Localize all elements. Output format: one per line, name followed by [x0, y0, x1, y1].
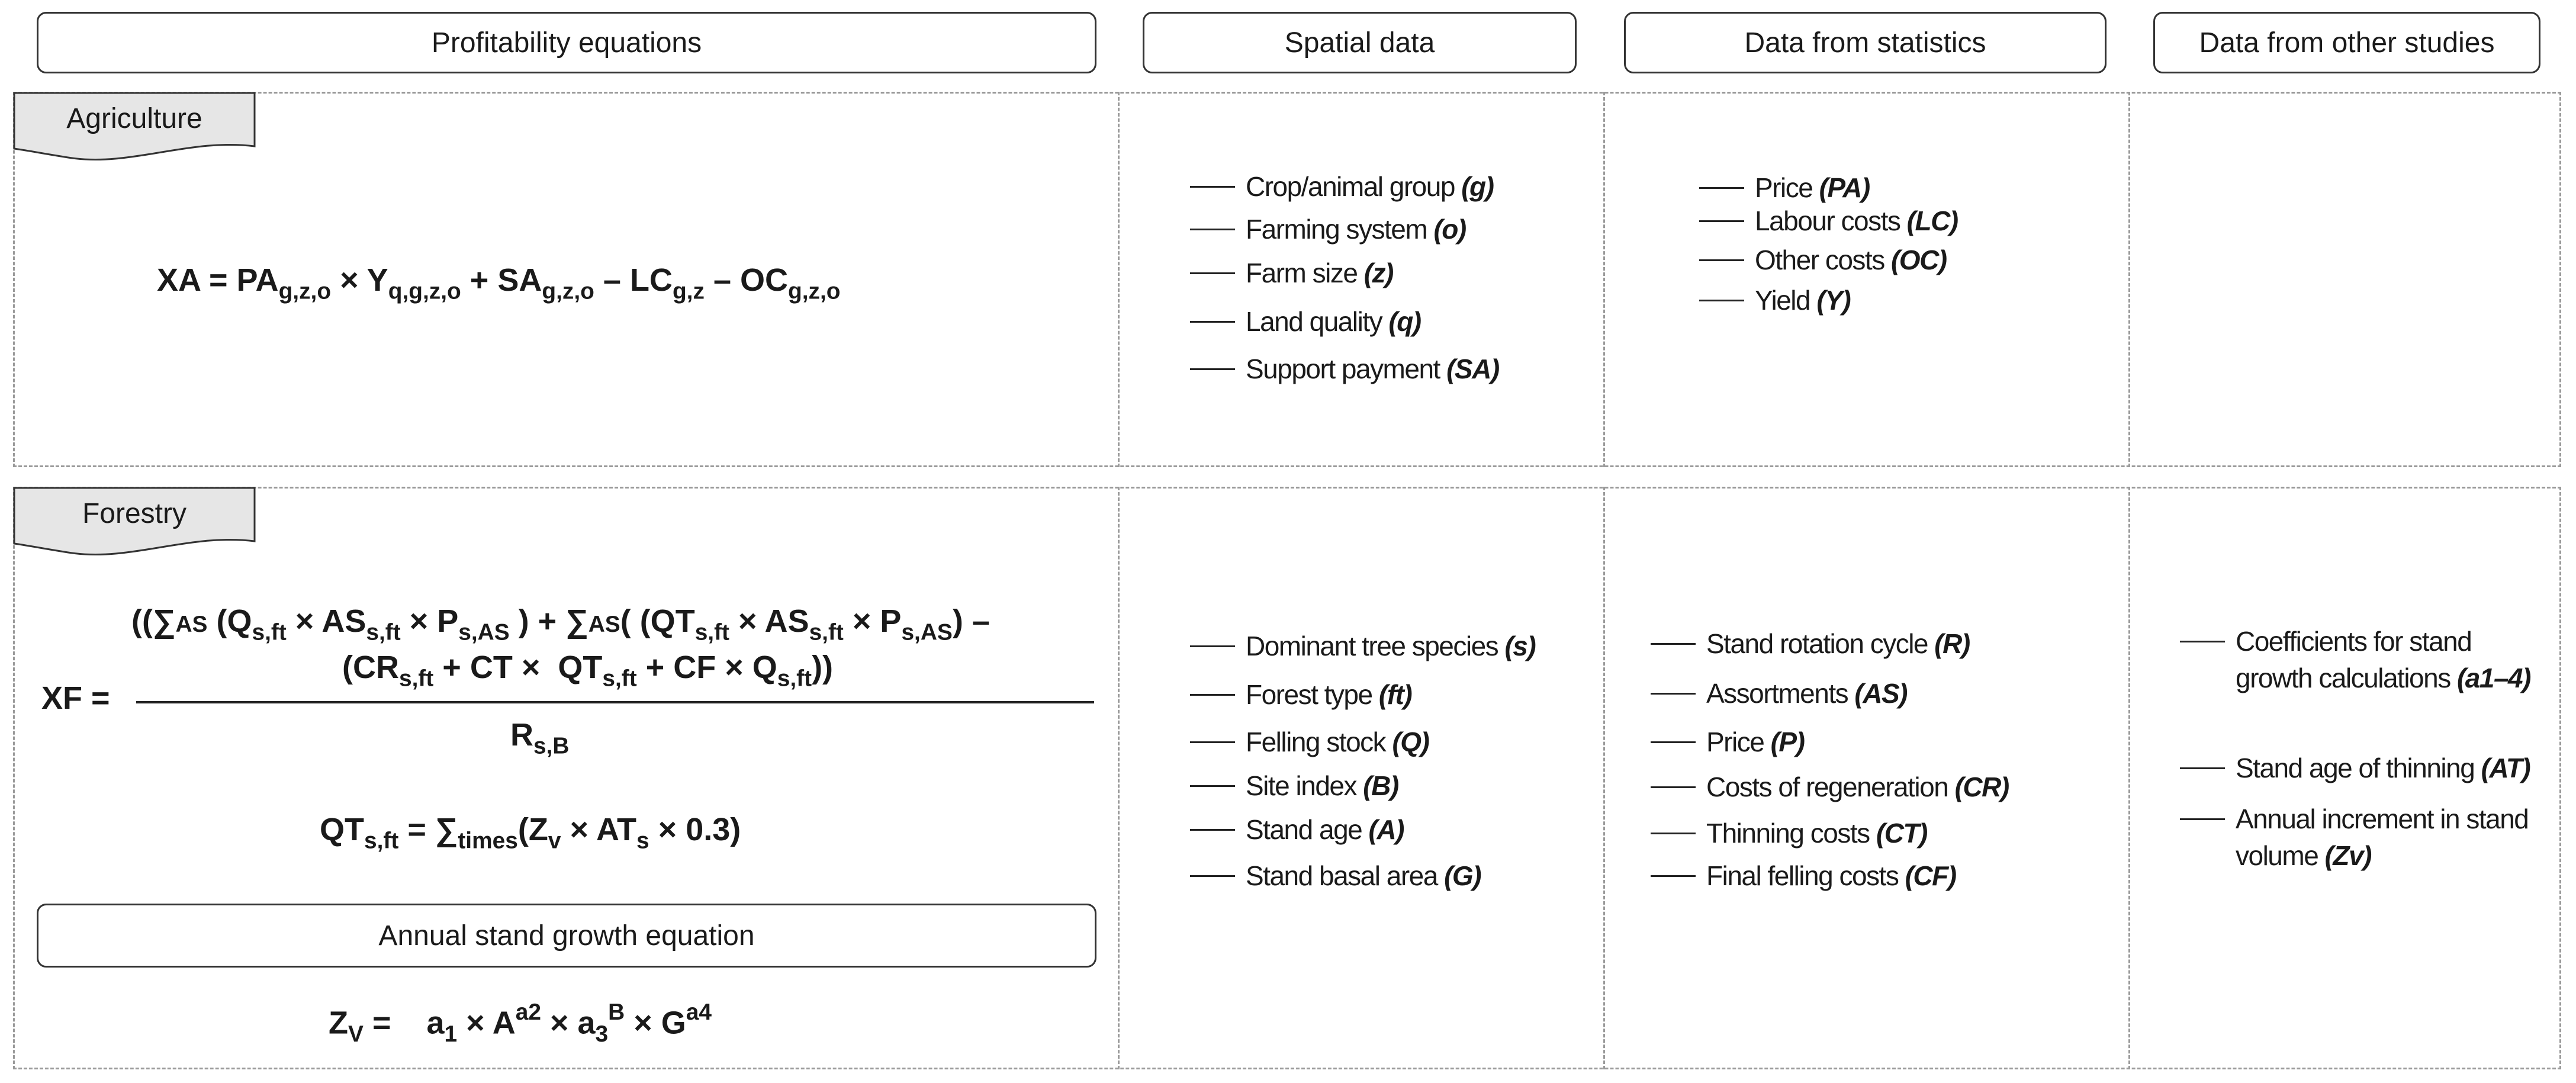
item-symbol: (AT)	[2481, 753, 2530, 783]
item-text	[2236, 801, 2543, 874]
list-item	[1651, 726, 1804, 758]
list-item	[1190, 814, 1404, 846]
item-symbol: (OC)	[1890, 245, 1947, 275]
item-label: Costs of regeneration	[1706, 772, 1948, 802]
dash-marker	[1190, 875, 1235, 877]
dash-marker	[1190, 186, 1235, 188]
list-item	[1651, 677, 1907, 709]
item-symbol: (Zv)	[2324, 840, 2371, 871]
list-item	[1190, 860, 1481, 892]
item-label: Coefficients for stand growth calculations	[2236, 626, 2472, 693]
xf-symbol: XF =	[41, 680, 110, 716]
item-label: Land quality	[1246, 306, 1382, 337]
list-item	[1190, 770, 1398, 802]
dash-marker	[1651, 643, 1696, 645]
dash-marker	[1699, 187, 1744, 189]
dash-marker	[1190, 272, 1235, 274]
item-label: Stand age	[1246, 814, 1362, 845]
agriculture-profit-equation: XA = $PA_{g,z,o} \times Y_{q,g,z,o} + SA_{g,z,o} - LC_{g,z} - OC_{g,z,o}$	[157, 262, 841, 304]
item-label: Farming system	[1246, 214, 1427, 245]
list-item	[1190, 353, 1499, 385]
dash-marker	[1190, 321, 1235, 323]
item-symbol: (G)	[1444, 860, 1481, 891]
column-divider	[1118, 487, 1120, 1069]
item-symbol: (A)	[1368, 814, 1404, 845]
list-item	[1651, 860, 1956, 892]
item-label: Thinning costs	[1706, 818, 1870, 849]
dash-marker	[1699, 220, 1744, 222]
header-label: Data from statistics	[1744, 27, 1986, 59]
item-symbol: (Y)	[1816, 285, 1851, 316]
agriculture-tab-label: Agriculture	[66, 103, 202, 134]
header-profitability-equations	[37, 12, 1096, 73]
list-item	[2180, 750, 2535, 791]
dash-marker	[1190, 645, 1235, 647]
column-divider	[1603, 487, 1605, 1069]
list-item	[2180, 801, 2535, 878]
column-divider	[1118, 92, 1120, 467]
list-item	[1190, 257, 1393, 289]
list-item	[1190, 679, 1411, 711]
item-symbol: (z)	[1363, 258, 1393, 288]
item-label: Price	[1755, 172, 1813, 203]
item-symbol: (g)	[1461, 171, 1494, 202]
item-label: Site index	[1246, 770, 1357, 801]
item-label: Final felling costs	[1706, 860, 1899, 891]
header-label: Spatial data	[1284, 27, 1435, 59]
list-item	[1190, 630, 1535, 662]
list-item	[1651, 771, 2009, 803]
list-item	[1699, 244, 1947, 276]
dash-marker	[2180, 767, 2225, 769]
item-symbol: (a1–4)	[2456, 663, 2530, 693]
list-item	[1190, 213, 1466, 245]
item-symbol: (CT)	[1876, 818, 1927, 849]
xf-denominator: $R_{s,B}$	[510, 717, 570, 759]
item-label: Farm size	[1246, 258, 1358, 288]
item-symbol: (PA)	[1819, 172, 1870, 203]
dash-marker	[2180, 818, 2225, 820]
agriculture-tab	[13, 92, 256, 163]
dash-marker	[1190, 368, 1235, 370]
item-symbol: (ft)	[1378, 679, 1412, 710]
fraction-bar	[136, 701, 1094, 703]
dash-marker	[1651, 833, 1696, 834]
item-symbol: (P)	[1770, 727, 1805, 757]
list-item	[1651, 817, 1927, 849]
item-symbol: (B)	[1363, 770, 1398, 801]
column-divider	[1603, 92, 1605, 467]
forestry-tab-label: Forestry	[82, 498, 186, 529]
item-label: Stand rotation cycle	[1706, 628, 1928, 659]
item-symbol: (AS)	[1854, 678, 1907, 709]
item-label: Stand age of thinning	[2236, 753, 2475, 783]
column-divider	[2128, 487, 2130, 1069]
xf-numerator-line2: ($CR_{s,ft}$ + CT × $QT_{s,ft}$ + CF × $Q_{s,ft}$))	[342, 650, 834, 692]
dash-marker	[1651, 786, 1696, 788]
list-item	[1699, 172, 1870, 204]
item-text	[2236, 750, 2543, 786]
growth-box-label: Annual stand growth equation	[378, 920, 755, 952]
header-spatial-data	[1143, 12, 1577, 73]
list-item	[1190, 306, 1421, 338]
item-label: Assortments	[1706, 678, 1848, 709]
list-item	[1699, 205, 1958, 237]
header-data-from-other-studies	[2153, 12, 2540, 73]
xf-numerator-line1: ((∑AS ($Q_{s,ft} \times AS_{s,ft} \times P_{s,AS}$ ) + ∑AS( $(QT_{s,ft} \times AS_{s,ft} \times P_{s,AS})$ –	[131, 603, 990, 645]
item-symbol: (q)	[1388, 306, 1421, 337]
forestry-tab	[13, 487, 256, 558]
item-label: Price	[1706, 727, 1764, 757]
dash-marker	[1651, 741, 1696, 743]
dash-marker	[1190, 829, 1235, 831]
dash-marker	[1699, 300, 1744, 301]
item-symbol: (Q)	[1392, 727, 1429, 757]
header-label: Data from other studies	[2199, 27, 2495, 59]
item-symbol: (o)	[1433, 214, 1466, 245]
dash-marker	[1190, 785, 1235, 787]
dash-marker	[1651, 875, 1696, 877]
list-item	[1190, 171, 1493, 203]
item-label: Dominant tree species	[1246, 631, 1498, 661]
dash-marker	[1651, 693, 1696, 695]
list-item	[2180, 623, 2535, 735]
item-label: Support payment	[1246, 353, 1440, 384]
item-symbol: (LC)	[1906, 205, 1958, 236]
item-label: Felling stock	[1246, 727, 1386, 757]
column-divider	[2128, 92, 2130, 467]
item-label: Annual increment in stand volume	[2236, 804, 2529, 871]
qt-equation: $QT_{s,ft} = \sum_{times}(Z_v \times AT_s \times 0.3)$	[320, 812, 741, 854]
list-item	[1651, 628, 1970, 660]
dash-marker	[2180, 641, 2225, 642]
header-label: Profitability equations	[431, 27, 702, 59]
item-label: Labour costs	[1755, 205, 1900, 236]
dash-marker	[1190, 694, 1235, 696]
growth-equation-box	[37, 904, 1096, 968]
item-label: Yield	[1755, 285, 1810, 316]
item-symbol: (CF)	[1905, 860, 1956, 891]
item-symbol: (SA)	[1446, 353, 1499, 384]
dash-marker	[1190, 741, 1235, 743]
item-symbol: (CR)	[1954, 772, 2009, 802]
item-label: Crop/animal group	[1246, 171, 1455, 202]
list-item	[1699, 284, 1850, 316]
item-symbol: (R)	[1934, 628, 1970, 659]
list-item	[1190, 726, 1429, 758]
item-text	[2236, 623, 2532, 696]
dash-marker	[1699, 259, 1744, 261]
growth-equation: $Z_V$ = $a_1 \times A^{a2} \times a_3^B \times G^{a4}$	[329, 1000, 712, 1047]
item-label: Forest type	[1246, 679, 1372, 710]
header-data-from-statistics	[1624, 12, 2107, 73]
dash-marker	[1190, 229, 1235, 230]
item-label: Stand basal area	[1246, 860, 1437, 891]
item-symbol: (s)	[1504, 631, 1536, 661]
item-label: Other costs	[1755, 245, 1884, 275]
